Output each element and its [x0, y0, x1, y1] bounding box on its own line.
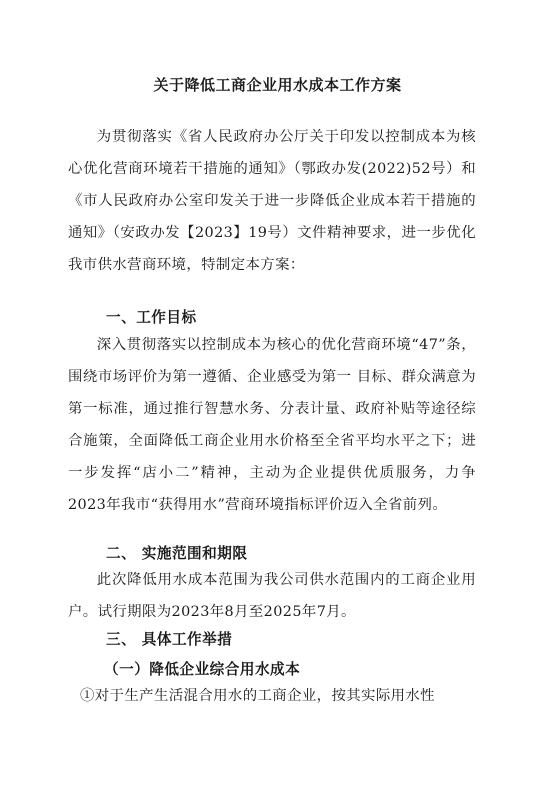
section-heading-goals: 一、工作目标	[106, 309, 197, 326]
goals-paragraph: 深入贯彻落实以控制成本为核心的优化营商环境“47”条，围绕市场评价为第一遵循、企业感受为第一 目标、群众满意为第一标准，通过推行智慧水务、分表计量、政府补贴等途径综合施策，全面降低工商企业用水价格至全省平均水平之下；进一步发挥“店小二”精神，主动为企业提供优质服务，力争2023年我市“获得用水”营商环境指标评价迈入全省前列。	[68, 337, 476, 513]
measure-item-1: ①对于生产生活混合用水的工商企业，按其实际用水性	[80, 688, 435, 704]
scope-paragraph: 此次降低用水成本范围为我公司供水范围内的工商企业用户。试行期限为2023年8月至2025年7月。	[68, 572, 476, 620]
intro-paragraph: 为贯彻落实《省人民政府办公厅关于印发以控制成本为核心优化营商环境若干措施的通知》（鄂政办发(2022)52号）和《市人民政府办公室印发关于进一步降低企业成本若干措施的通知》（安政办发【2023】19号）文件精神要求，进一步优化我市供水营商环境，特制定本方案：	[68, 129, 476, 273]
subsection-heading-cost: （一）降低企业综合用水成本	[104, 661, 301, 678]
section-heading-scope: 二、 实施范围和期限	[106, 545, 248, 562]
document-title: 关于降低工商企业用水成本工作方案	[153, 76, 402, 94]
section-heading-measures: 三、 具体工作举措	[106, 631, 233, 648]
